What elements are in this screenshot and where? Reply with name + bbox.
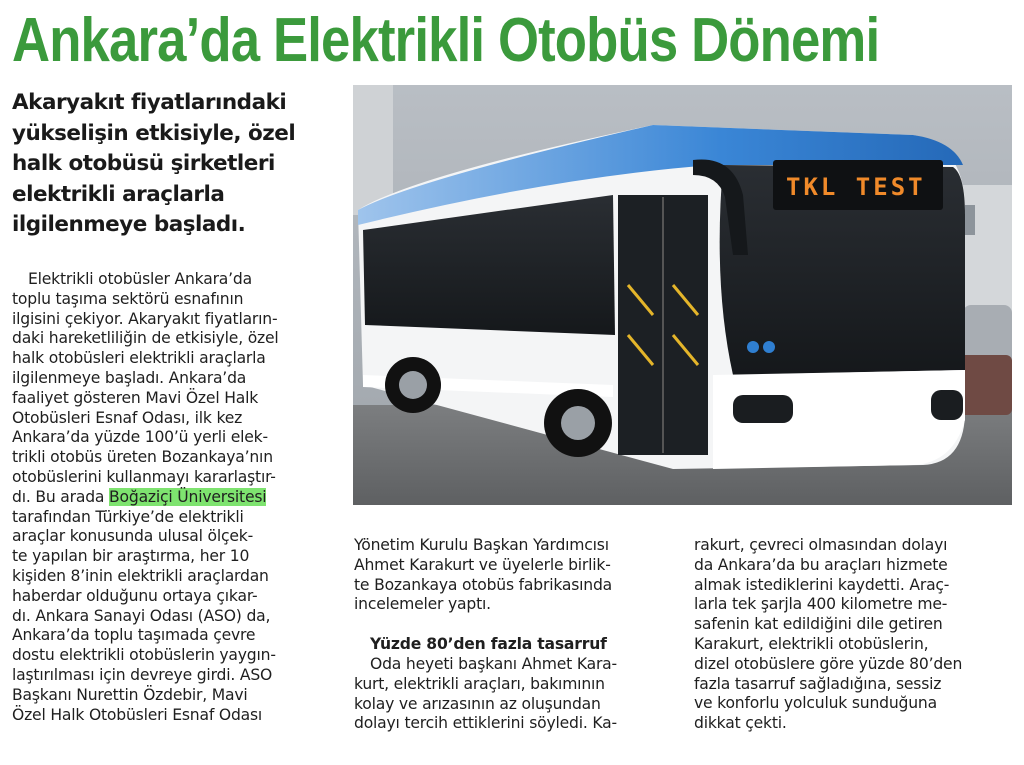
text-line: Yönetim Kurulu Başkan Yardımcısı	[354, 536, 609, 554]
headlight-left	[733, 395, 793, 423]
text-line: Otobüsleri Esnaf Odası, ilk kez	[12, 408, 243, 427]
text-line: trikli otobüs üreten Bozankaya’nın	[12, 448, 273, 467]
text-line: te Bozankaya otobüs fabrikasında	[354, 575, 613, 594]
headline: Ankara’da Elektrikli Otobüs Dönemi	[12, 6, 880, 75]
article-column-3	[694, 536, 1020, 734]
highlighted-text: Boğaziçi Üniversitesi	[109, 487, 267, 506]
text-line: dolayı tercih ettiklerini söyledi. Ka-	[354, 714, 617, 733]
stroller-icon	[763, 341, 775, 353]
text-line: fazla tasarruf sağladığına, sessiz	[694, 674, 942, 693]
accessibility-icon	[747, 341, 759, 353]
text-line: dı. Ankara Sanayi Odası (ASO) da,	[12, 606, 271, 625]
text-line: ilgilenmeye başladı. Ankara’da	[12, 368, 247, 387]
deck-line: yükselişin etkisiyle, özel	[12, 120, 296, 146]
text-line: kişiden 8’inin elektrikli araçlardan	[12, 566, 269, 585]
bus-illustration	[353, 85, 1012, 505]
text-line: Elektrikli otobüsler Ankara’da	[28, 270, 252, 288]
text-line: faaliyet gösteren Mavi Özel Halk	[12, 388, 259, 407]
text-line: halk otobüsleri elektrikli araçlarla	[12, 349, 266, 368]
text-line: daki hareketliliğin de etkisiyle, özel	[12, 329, 279, 348]
text-line: Oda heyeti başkanı Ahmet Kara-	[370, 654, 617, 673]
text-line: Ankara’da toplu taşımada çevre	[12, 626, 256, 645]
text-line: incelemeler yaptı.	[354, 595, 491, 614]
text-line: rakurt, çevreci olmasından dolayı	[694, 536, 948, 554]
deck-line: ilgilenmeye başladı.	[12, 212, 246, 237]
text-line: dikkat çekti.	[694, 714, 787, 733]
text-line: Karakurt, elektrikli otobüslerin,	[694, 634, 929, 653]
text-line: otobüslerini kullanmayı kararlaştır-	[12, 467, 276, 486]
text-line: Başkanı Nurettin Özdebir, Mavi	[12, 685, 248, 704]
deck-line: Akaryakıt fiyatlarındaki	[12, 90, 287, 115]
text-line: toplu taşıma sektörü esnafının	[12, 289, 244, 308]
text-line	[12, 488, 342, 508]
deck-line: elektrikli araçlarla	[12, 181, 225, 207]
subheading: Yüzde 80’den fazla tasarruf	[370, 635, 607, 654]
text-line: Ankara’da yüzde 100’ü yerli elek-	[12, 428, 268, 447]
text-line: kolay ve arızasının az oluşundan	[354, 694, 601, 713]
text-line: laştırılması için devreye girdi. ASO	[12, 665, 273, 684]
text-line: te yapılan bir araştırma, her 10	[12, 547, 250, 566]
text-line: safenin kat edildiğini dile getiren	[694, 615, 943, 634]
deck	[12, 88, 342, 241]
text-line: dizel otobüslere göre yüzde 80’den	[694, 654, 963, 673]
text-line: tarafından Türkiye’de elektrikli	[12, 507, 244, 526]
text-line: dostu elektrikli otobüslerin yaygın-	[12, 646, 276, 665]
text-line: almak istediklerini kaydetti. Araç-	[694, 575, 950, 594]
text-line: araçlar konusunda ulusal ölçek-	[12, 527, 254, 546]
article-column-2	[354, 536, 684, 734]
text-line: Özel Halk Otobüsleri Esnaf Odası	[12, 705, 263, 724]
bus-photo	[353, 85, 1012, 505]
deck-line: halk otobüsü şirketleri	[12, 151, 275, 176]
text-line: haberdar olduğunu ortaya çıkar-	[12, 586, 258, 605]
destination-sign-text: TKL TEST	[786, 173, 926, 201]
text-fragment: dı. Bu arada	[12, 487, 105, 506]
text-line: ve konforlu yolculuk sunduğuna	[694, 694, 937, 713]
text-line: larla tek şarjla 400 kilometre me-	[694, 595, 948, 614]
building-left	[353, 85, 393, 215]
text-line: ilgisini çekiyor. Akaryakıt fiyatların-	[12, 309, 278, 328]
text-line: Ahmet Karakurt ve üyelerle birlik-	[354, 555, 611, 574]
parked-car	[958, 355, 1012, 415]
article-column-1	[12, 270, 342, 725]
headlight-right	[931, 390, 963, 420]
text-line: kurt, elektrikli araçları, bakımının	[354, 674, 605, 693]
text-line: da Ankara’da bu araçları hizmete	[694, 555, 948, 574]
